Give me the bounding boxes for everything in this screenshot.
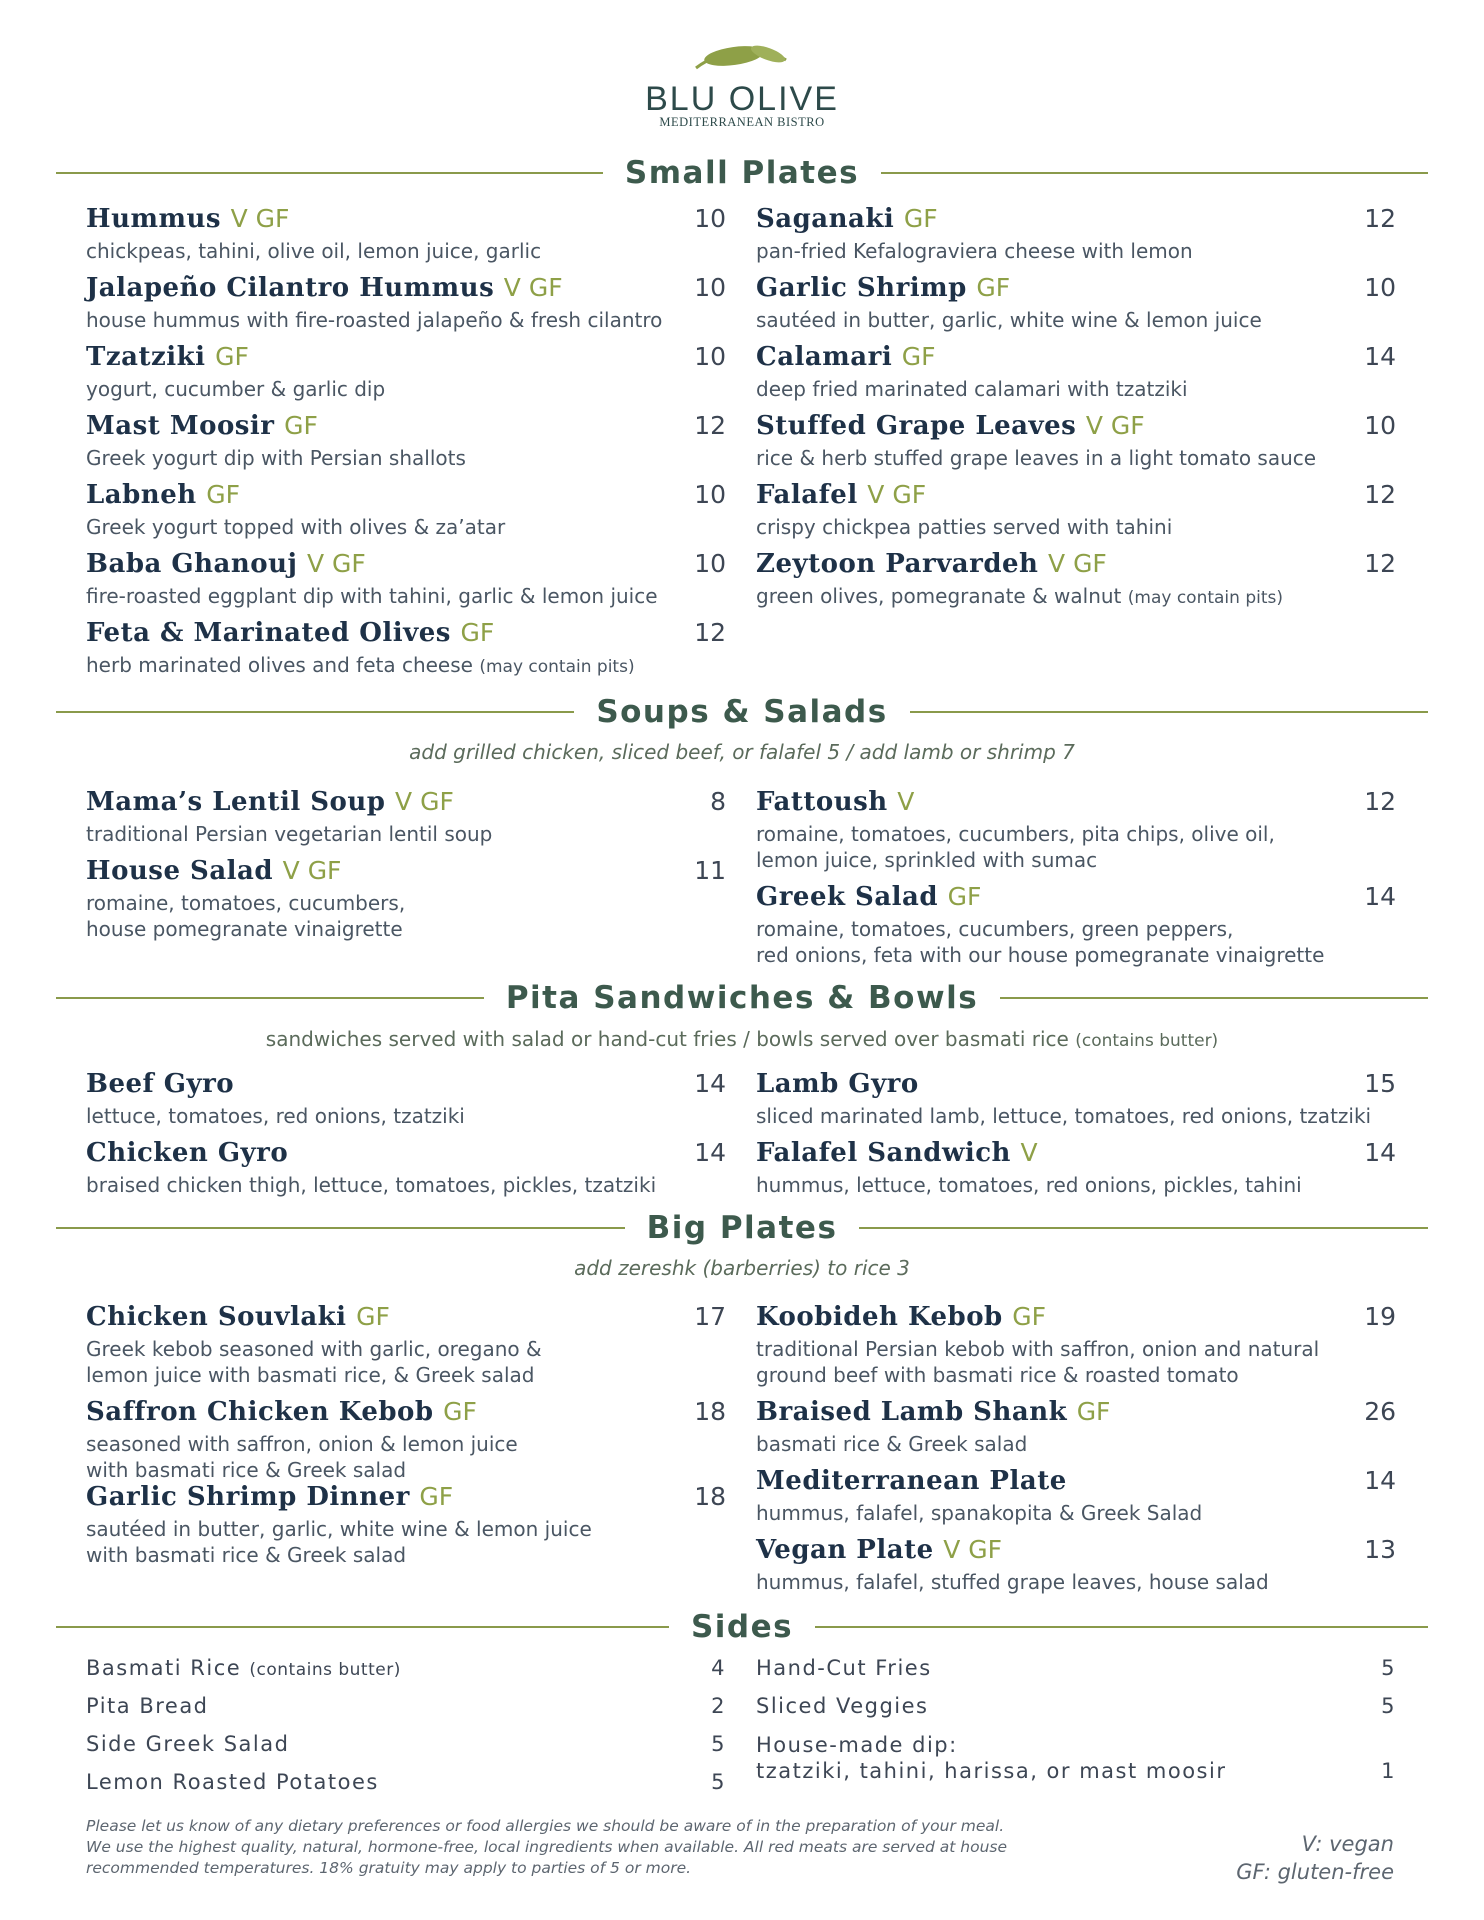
item-name: Saganaki GF — [756, 204, 938, 234]
item-name: Lamb Gyro — [756, 1069, 919, 1099]
diet-tags: V GF — [306, 549, 366, 578]
divider — [56, 172, 603, 174]
item-name: Labneh GF — [86, 480, 240, 510]
item-description: sautéed in butter, garlic, white wine & lemon juice — [86, 1517, 592, 1541]
menu-item — [86, 411, 726, 471]
side-item — [86, 1694, 726, 1718]
menu-item — [86, 856, 726, 942]
diet-tags: GF — [419, 1482, 454, 1511]
side-note: (contains butter) — [249, 1660, 401, 1680]
diet-tags: V GF — [282, 856, 342, 885]
menu-item — [756, 411, 1396, 471]
item-name: Beef Gyro — [86, 1069, 235, 1099]
item-description: sautéed in butter, garlic, white wine & lemon juice — [756, 308, 1262, 332]
item-name: Hummus V GF — [86, 204, 290, 234]
item-name: Vegan Plate V GF — [756, 1535, 1003, 1565]
menu-item — [86, 342, 726, 402]
item-description: sliced marinated lamb, lettuce, tomatoes, red onions, tzatziki — [756, 1104, 1372, 1128]
section-note-small: (contains butter) — [1075, 1031, 1219, 1051]
disclaimer-line: recommended temperatures. 18% gratuity may apply to parties of 5 or more. — [86, 1859, 692, 1877]
item-description: lemon juice with basmati rice, & Greek salad — [86, 1363, 535, 1387]
item-price: 14 — [1364, 1138, 1396, 1167]
menu-item — [756, 480, 1396, 540]
menu-item — [756, 1138, 1396, 1198]
section-note: add zereshk (barberries) to rice 3 — [574, 1256, 910, 1280]
item-price: 19 — [1364, 1302, 1396, 1331]
section-title: Sides — [690, 1609, 794, 1645]
item-price: 17 — [694, 1302, 726, 1331]
item-description: lettuce, tomatoes, red onions, tzatziki — [86, 1104, 465, 1128]
divider — [56, 711, 574, 713]
diet-tags: GF — [947, 882, 982, 911]
item-name: Falafel Sandwich V — [756, 1138, 1038, 1168]
side-item — [756, 1732, 1396, 1784]
item-description: house pomegranate vinaigrette — [86, 917, 403, 941]
divider — [881, 172, 1428, 174]
side-price: 2 — [711, 1694, 726, 1718]
item-price: 12 — [1364, 549, 1396, 578]
side-price: 5 — [1381, 1694, 1396, 1718]
item-price: 14 — [694, 1138, 726, 1167]
item-price: 10 — [694, 204, 726, 233]
menu-item — [756, 549, 1396, 611]
item-name: Mediterranean Plate — [756, 1466, 1067, 1496]
side-item — [86, 1770, 726, 1794]
diet-tags: GF — [1076, 1397, 1111, 1426]
divider — [1000, 997, 1428, 999]
section-title: Small Plates — [624, 155, 860, 191]
diet-tags: V GF — [1048, 549, 1107, 578]
menu-item — [86, 480, 726, 540]
item-description: chickpeas, tahini, olive oil, lemon juice, garlic — [86, 239, 542, 263]
item-name: Chicken Souvlaki GF — [86, 1302, 390, 1332]
divider — [56, 1227, 625, 1229]
item-price: 12 — [694, 411, 726, 440]
item-description: Greek kebob seasoned with garlic, oregano & — [86, 1337, 542, 1361]
item-description: herb marinated olives and feta cheese (may contain pits) — [86, 653, 635, 677]
side-price: 5 — [711, 1770, 726, 1794]
menu-item — [86, 1397, 726, 1483]
menu-item — [86, 273, 726, 333]
item-name: Zeytoon Parvardeh V GF — [756, 549, 1107, 579]
item-name: Jalapeño Cilantro Hummus V GF — [86, 273, 563, 303]
item-price: 14 — [1364, 342, 1396, 371]
section-title: Pita Sandwiches & Bowls — [505, 980, 979, 1016]
menu-item — [86, 549, 726, 609]
item-description: rice & herb stuffed grape leaves in a light tomato sauce — [756, 446, 1317, 470]
divider — [56, 997, 484, 999]
item-description: romaine, tomatoes, cucumbers, pita chips, olive oil, — [756, 822, 1275, 846]
item-description: with basmati rice & Greek salad — [86, 1458, 407, 1482]
item-description: lemon juice, sprinkled with sumac — [756, 848, 1098, 872]
diet-tags: V — [897, 787, 915, 816]
side-name: Hand-Cut Fries — [756, 1656, 932, 1680]
footer-disclaimer — [86, 1816, 1086, 1879]
menu-item — [756, 1397, 1396, 1457]
section-title: Soups & Salads — [596, 694, 888, 730]
item-price: 12 — [1364, 787, 1396, 816]
section-header-soups-salads — [56, 692, 1428, 732]
item-name: Chicken Gyro — [86, 1138, 289, 1168]
item-name: Falafel V GF — [756, 480, 927, 510]
side-name: Basmati Rice (contains butter) — [86, 1656, 401, 1680]
item-price: 18 — [694, 1397, 726, 1426]
item-description: green olives, pomegranate & walnut (may contain pits) — [756, 584, 1283, 608]
item-name: Braised Lamb Shank GF — [756, 1397, 1111, 1427]
item-note: (may contain pits) — [1127, 588, 1283, 608]
menu-item — [86, 1302, 726, 1388]
item-description: hummus, falafel, stuffed grape leaves, house salad — [756, 1570, 1269, 1594]
side-name: Side Greek Salad — [86, 1732, 290, 1756]
section-header-pita — [56, 978, 1428, 1018]
item-price: 10 — [694, 273, 726, 302]
menu-item — [756, 204, 1396, 264]
item-name: Greek Salad GF — [756, 882, 982, 912]
item-price: 8 — [710, 787, 726, 816]
item-description: basmati rice & Greek salad — [756, 1432, 1028, 1456]
diet-tags: V GF — [395, 787, 454, 816]
item-description: hummus, lettuce, tomatoes, red onions, pickles, tahini — [756, 1173, 1302, 1197]
item-note: (may contain pits) — [479, 657, 635, 677]
side-price: 5 — [1381, 1656, 1396, 1680]
item-name: Calamari GF — [756, 342, 936, 372]
side-name: House-made dip: — [756, 1733, 958, 1757]
item-description: seasoned with saffron, onion & lemon juice — [86, 1432, 518, 1456]
divider — [815, 1626, 1428, 1628]
legend-gluten-free: GF: gluten-free — [1236, 1860, 1394, 1884]
item-price: 15 — [1364, 1069, 1396, 1098]
menu-item — [756, 787, 1396, 873]
diet-tags: V GF — [1085, 411, 1145, 440]
disclaimer-line: Please let us know of any dietary preferences or food allergies we should be aware of in the preparation of your meal. — [86, 1817, 1005, 1835]
diet-tags: V GF — [230, 204, 290, 233]
item-price: 14 — [694, 1069, 726, 1098]
section-note: sandwiches served with salad or hand-cut fries / bowls served over basmati rice (contains butter) — [265, 1027, 1219, 1051]
diet-tags: V GF — [867, 480, 927, 509]
diet-tags: GF — [903, 204, 938, 233]
item-price: 12 — [1364, 204, 1396, 233]
section-header-big-plates — [56, 1208, 1428, 1248]
side-price: 4 — [711, 1656, 726, 1680]
diet-tags: V GF — [943, 1535, 1003, 1564]
item-price: 14 — [1364, 882, 1396, 911]
item-price: 12 — [1364, 480, 1396, 509]
side-price: 5 — [711, 1732, 726, 1756]
item-price: 10 — [694, 480, 726, 509]
item-price: 18 — [694, 1482, 726, 1511]
divider — [56, 1626, 669, 1628]
side-name: Pita Bread — [86, 1694, 209, 1718]
item-name: Saffron Chicken Kebob GF — [86, 1397, 477, 1427]
side-item — [756, 1656, 1396, 1680]
brand-name: BLU OLIVE — [645, 80, 839, 118]
side-name: Sliced Veggies — [756, 1694, 929, 1718]
item-description: fire-roasted eggplant dip with tahini, garlic & lemon juice — [86, 584, 658, 608]
diet-tags: V GF — [503, 273, 563, 302]
diet-tags: GF — [215, 342, 249, 371]
item-description: hummus, falafel, spanakopita & Greek Salad — [756, 1501, 1203, 1525]
item-price: 10 — [1364, 411, 1396, 440]
section-header-sides — [56, 1607, 1428, 1647]
item-price: 14 — [1364, 1466, 1396, 1495]
item-description: crispy chickpea patties served with tahini — [756, 515, 1173, 539]
item-description: Greek yogurt dip with Persian shallots — [86, 446, 466, 470]
item-description: house hummus with fire-roasted jalapeño & fresh cilantro — [86, 308, 663, 332]
item-name: Koobideh Kebob GF — [756, 1302, 1047, 1332]
diet-tags: GF — [443, 1397, 477, 1426]
diet-legend — [1236, 1830, 1394, 1886]
item-name: Mast Moosir GF — [86, 411, 318, 441]
item-price: 12 — [694, 618, 726, 647]
diet-tags: GF — [356, 1302, 390, 1331]
section-header-small-plates — [56, 153, 1428, 193]
side-item — [86, 1732, 726, 1756]
diet-tags: GF — [901, 342, 936, 371]
side-item — [86, 1656, 726, 1680]
menu-item — [756, 1069, 1396, 1129]
menu-item — [756, 342, 1396, 402]
diet-tags: GF — [976, 273, 1011, 302]
item-description: Greek yogurt topped with olives & za’atar — [86, 515, 506, 539]
diet-tags: GF — [1012, 1302, 1047, 1331]
side-item — [756, 1694, 1396, 1718]
menu-item — [86, 787, 726, 847]
menu-item — [86, 1138, 726, 1198]
diet-tags: GF — [460, 618, 495, 647]
item-description: yogurt, cucumber & garlic dip — [86, 377, 386, 401]
brand-tagline: MEDITERRANEAN BISTRO — [659, 115, 825, 129]
item-name: Fattoush V — [756, 787, 915, 817]
item-name: Stuffed Grape Leaves V GF — [756, 411, 1145, 441]
side-name-detail: tzatziki, tahini, harissa, or mast moosir — [756, 1759, 1227, 1783]
menu-item — [86, 204, 726, 264]
diet-tags: V — [1020, 1138, 1038, 1167]
item-price: 10 — [1364, 273, 1396, 302]
logo — [0, 42, 1484, 130]
item-name: Mama’s Lentil Soup V GF — [86, 787, 454, 817]
item-description: pan-fried Kefalograviera cheese with lemon — [756, 239, 1193, 263]
item-name: Feta & Marinated Olives GF — [86, 618, 495, 648]
disclaimer-line: We use the highest quality, natural, hormone-free, local ingredients when available. All red meats are served at house — [86, 1838, 1008, 1856]
item-name: Garlic Shrimp GF — [756, 273, 1011, 303]
item-name: Garlic Shrimp Dinner GF — [86, 1482, 454, 1512]
menu-item — [86, 1069, 726, 1129]
item-price: 10 — [694, 549, 726, 578]
item-price: 11 — [694, 856, 726, 885]
menu-item — [756, 1466, 1396, 1526]
legend-vegan: V: vegan — [1301, 1832, 1394, 1856]
item-name: House Salad V GF — [86, 856, 342, 886]
side-name: Lemon Roasted Potatoes — [86, 1770, 379, 1794]
item-description: traditional Persian vegetarian lentil soup — [86, 822, 493, 846]
item-description: romaine, tomatoes, cucumbers, green peppers, — [756, 917, 1234, 941]
item-description: red onions, feta with our house pomegranate vinaigrette — [756, 943, 1325, 967]
item-price: 10 — [694, 342, 726, 371]
menu-item — [86, 1482, 726, 1568]
menu-item — [756, 1535, 1396, 1595]
menu-item — [756, 273, 1396, 333]
item-description: braised chicken thigh, lettuce, tomatoes, pickles, tzatziki — [86, 1173, 657, 1197]
item-description: romaine, tomatoes, cucumbers, — [86, 891, 406, 915]
divider — [910, 711, 1428, 713]
item-description: traditional Persian kebob with saffron, onion and natural — [756, 1337, 1320, 1361]
item-name: Tzatziki GF — [86, 342, 249, 372]
diet-tags: GF — [206, 480, 240, 509]
section-note: add grilled chicken, sliced beef, or falafel 5 / add lamb or shrimp 7 — [409, 740, 1075, 764]
side-price: 1 — [1381, 1759, 1396, 1783]
item-description: ground beef with basmati rice & roasted tomato — [756, 1363, 1239, 1387]
section-title: Big Plates — [646, 1210, 838, 1246]
menu-item — [86, 618, 726, 680]
menu-item — [756, 1302, 1396, 1388]
item-description: with basmati rice & Greek salad — [86, 1543, 407, 1567]
menu-item — [756, 882, 1396, 968]
item-name: Baba Ghanouj V GF — [86, 549, 366, 579]
item-price: 26 — [1364, 1397, 1396, 1426]
item-price: 13 — [1364, 1535, 1396, 1564]
divider — [859, 1227, 1428, 1229]
diet-tags: GF — [284, 411, 318, 440]
item-description: deep fried marinated calamari with tzatziki — [756, 377, 1188, 401]
